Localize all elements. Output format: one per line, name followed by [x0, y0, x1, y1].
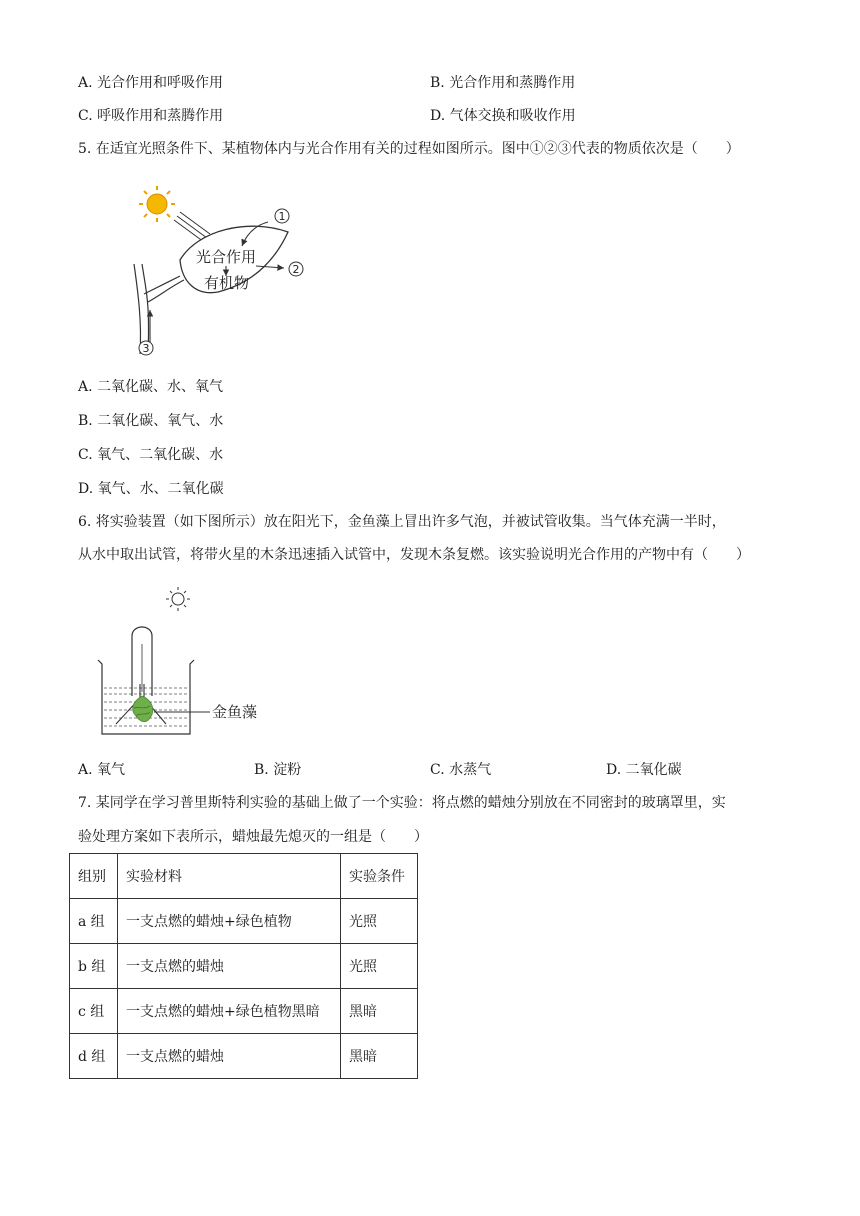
q5-option-d[interactable]: [78, 479, 224, 499]
cell-condition: 光照: [341, 899, 418, 944]
beaker: [98, 660, 194, 734]
q6-option-d[interactable]: [606, 760, 682, 780]
option-label: C.: [78, 108, 93, 124]
cell-group: c 组: [70, 989, 118, 1034]
plant-label: 金鱼藻: [212, 703, 258, 721]
q7-stem-line2: 验处理方案如下表所示，蜡烛最先熄灭的一组是（ ）: [78, 829, 428, 845]
q5-option-b[interactable]: [78, 411, 223, 431]
cell-material: 一支点燃的蜡烛: [118, 1034, 341, 1079]
header-condition: 实验条件: [341, 854, 418, 899]
stem: [134, 264, 184, 354]
header-material: 实验材料: [118, 854, 341, 899]
option-text: 光合作用和蒸腾作用: [449, 75, 576, 91]
table-row: [70, 944, 418, 989]
option-label: B.: [78, 413, 93, 429]
leaf-label-photosynthesis: 光合作用: [196, 248, 257, 266]
option-label: A.: [78, 379, 93, 395]
svg-text:1: 1: [278, 210, 286, 223]
option-text: 二氧化碳、氧气、水: [97, 413, 224, 429]
marker-2: [289, 262, 303, 276]
cell-material: 一支点燃的蜡烛+绿色植物黑暗: [118, 989, 341, 1034]
option-label: A.: [78, 75, 93, 91]
q6-option-b[interactable]: [254, 760, 301, 780]
test-tube: [132, 627, 152, 696]
q6-option-c[interactable]: [430, 760, 491, 780]
option-text: 氧气、水、二氧化碳: [97, 481, 224, 497]
svg-text:3: 3: [142, 342, 150, 355]
cell-group: a 组: [70, 899, 118, 944]
option-text: 气体交换和吸收作用: [449, 108, 576, 124]
option-label: B.: [430, 75, 445, 91]
q6-stem-line1: 6. 将实验装置（如下图所示）放在阳光下，金鱼藻上冒出许多气泡，并被试管收集。当气体充满一半时，: [78, 514, 726, 530]
cell-condition: 光照: [341, 944, 418, 989]
sun-icon: [166, 587, 190, 611]
option-label: A.: [78, 762, 93, 778]
option-label: C.: [78, 447, 93, 463]
q7-stem-line1: 7. 某同学在学习普里斯特利实验的基础上做了一个实验：将点燃的蜡烛分别放在不同密封的玻璃罩里，实: [78, 795, 726, 811]
table-row: [70, 989, 418, 1034]
q7-experiment-table: [69, 853, 418, 1079]
q4-option-c[interactable]: [78, 106, 223, 126]
cell-condition: 黑暗: [341, 989, 418, 1034]
cell-material: 一支点燃的蜡烛: [118, 944, 341, 989]
q6-stem-line2: 从水中取出试管，将带火星的木条迅速插入试管中，发现木条复燃。该实验说明光合作用的产物中有（ ）: [78, 547, 750, 563]
q5-option-c[interactable]: [78, 445, 223, 465]
marker-1: [275, 209, 289, 223]
option-text: 氧气: [97, 762, 126, 778]
q4-option-d[interactable]: [430, 106, 576, 126]
q5-photosynthesis-figure: [128, 182, 318, 360]
cell-condition: 黑暗: [341, 1034, 418, 1079]
q5-stem: 5. 在适宜光照条件下、某植物体内与光合作用有关的过程如图所示。图中①②③代表的物质依次是（ ）: [78, 141, 740, 157]
option-label: D.: [606, 762, 622, 778]
option-text: 二氧化碳、水、氧气: [97, 379, 224, 395]
option-text: 淀粉: [273, 762, 302, 778]
option-label: D.: [78, 481, 94, 497]
q4-option-b[interactable]: [430, 73, 575, 93]
option-text: 水蒸气: [449, 762, 492, 778]
cell-material: 一支点燃的蜡烛+绿色植物: [118, 899, 341, 944]
option-label: C.: [430, 762, 445, 778]
cell-group: d 组: [70, 1034, 118, 1079]
q6-option-a[interactable]: [78, 760, 125, 780]
marker-3: [139, 341, 153, 355]
table-row: [70, 899, 418, 944]
header-group: 组别: [70, 854, 118, 899]
q6-apparatus-figure: [92, 584, 272, 744]
table-row: [70, 1034, 418, 1079]
option-label: D.: [430, 108, 446, 124]
table-header-row: [70, 854, 418, 899]
q5-option-a[interactable]: [78, 377, 223, 397]
option-text: 二氧化碳: [625, 762, 682, 778]
option-text: 呼吸作用和蒸腾作用: [97, 108, 224, 124]
cell-group: b 组: [70, 944, 118, 989]
option-label: B.: [254, 762, 269, 778]
sun-icon: [139, 186, 175, 222]
leaf-label-organic-matter: 有机物: [204, 274, 250, 292]
option-text: 氧气、二氧化碳、水: [97, 447, 224, 463]
svg-text:2: 2: [292, 263, 300, 276]
q4-option-a[interactable]: [78, 73, 223, 93]
option-text: 光合作用和呼吸作用: [97, 75, 224, 91]
